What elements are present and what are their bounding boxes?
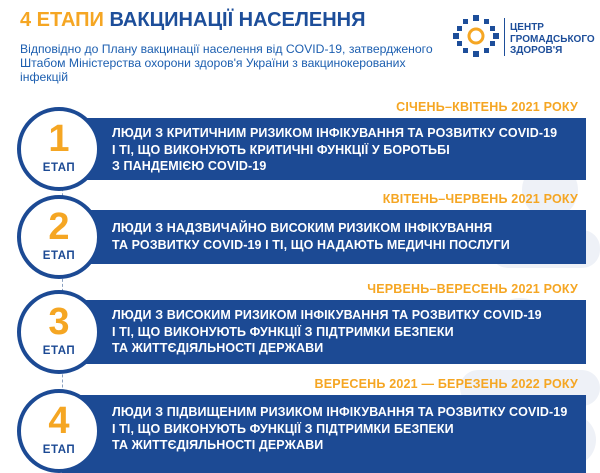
title-text: ВАКЦИНАЦІЇ НАСЕЛЕННЯ bbox=[109, 9, 366, 31]
page-subtitle: Відповідно до Плану вакцинації населення від COVID-19, затвердженого Штабом Міністерства охорони здоров'я України з вакцинокерованих інфекцій bbox=[20, 42, 433, 84]
stage-number: 2 bbox=[48, 206, 70, 248]
description-line: ТА РОЗВИТКУ COVID-19 І ТІ, ЩО НАДАЮТЬ МЕДИЧНІ ПОСЛУГИ bbox=[112, 237, 510, 252]
stage-number: 3 bbox=[48, 301, 70, 343]
stage-label: ЕТАП bbox=[42, 345, 76, 357]
description-line: І ТІ, ЩО ВИКОНУЮТЬ ФУНКЦІЇ З ПІДТРИМКИ БЕЗПЕКИ bbox=[112, 324, 454, 339]
description-line: ЛЮДИ З ВИСОКИМ РИЗИКОМ ІНФІКУВАННЯ ТА РОЗВИТКУ COVID-19 bbox=[112, 308, 542, 322]
description-line: ТА ЖИТТЄДІЯЛЬНОСТІ ДЕРЖАВИ bbox=[112, 341, 324, 355]
stage-period: ЧЕРВЕНЬ–ВЕРЕСЕНЬ 2021 РОКУ bbox=[367, 282, 578, 296]
stage-label: ЕТАП bbox=[42, 444, 76, 456]
stage-label: ЕТАП bbox=[42, 250, 76, 262]
stage-number: 4 bbox=[48, 400, 70, 442]
logo-line: ЦЕНТР bbox=[510, 22, 544, 33]
stage-badge bbox=[17, 107, 101, 191]
stage-badge bbox=[17, 290, 101, 374]
stage-description bbox=[112, 220, 574, 253]
stage-band bbox=[62, 118, 586, 180]
stage-period: СІЧЕНЬ–КВІТЕНЬ 2021 РОКУ bbox=[396, 100, 578, 114]
description-line: ЛЮДИ З НАДЗВИЧАЙНО ВИСОКИМ РИЗИКОМ ІНФІКУВАННЯ bbox=[112, 221, 493, 235]
page-title bbox=[20, 9, 365, 32]
stage-number: 1 bbox=[48, 118, 70, 160]
logo-divider bbox=[504, 18, 505, 56]
description-line: І ТІ, ЩО ВИКОНУЮТЬ ФУНКЦІЇ З ПІДТРИМКИ БЕЗПЕКИ bbox=[112, 421, 454, 436]
stage-description bbox=[112, 307, 574, 357]
stage-band bbox=[62, 210, 586, 264]
title-number: 4 ЕТАПИ bbox=[20, 9, 104, 31]
description-line: З ПАНДЕМІЄЮ COVID-19 bbox=[112, 159, 267, 173]
description-line: ЛЮДИ З КРИТИЧНИМ РИЗИКОМ ІНФІКУВАННЯ ТА РОЗВИТКУ COVID-19 bbox=[112, 126, 558, 140]
stage-description bbox=[112, 404, 574, 454]
stage-badge bbox=[17, 195, 101, 279]
stage-band bbox=[62, 300, 586, 364]
phc-emblem-icon bbox=[452, 14, 500, 58]
description-line: І ТІ, ЩО ВИКОНУЮТЬ КРИТИЧНІ ФУНКЦІЇ У БОРОТЬБІ bbox=[112, 142, 450, 157]
stage-label: ЕТАП bbox=[42, 162, 76, 174]
stage-description bbox=[112, 125, 574, 175]
stage-band bbox=[62, 395, 586, 473]
description-line: ТА ЖИТТЄДІЯЛЬНОСТІ ДЕРЖАВИ bbox=[112, 438, 324, 452]
phc-logo bbox=[452, 14, 595, 58]
description-line: ЛЮДИ З ПІДВИЩЕНИМ РИЗИКОМ ІНФІКУВАННЯ ТА РОЗВИТКУ COVID-19 bbox=[112, 405, 568, 419]
stage-period: КВІТЕНЬ–ЧЕРВЕНЬ 2021 РОКУ bbox=[382, 192, 578, 206]
logo-text bbox=[510, 22, 595, 57]
logo-line: ГРОМАДСЬКОГО bbox=[510, 33, 595, 45]
stage-badge bbox=[17, 389, 101, 473]
stage-period: ВЕРЕСЕНЬ 2021 — БЕРЕЗЕНЬ 2022 РОКУ bbox=[314, 377, 578, 391]
logo-line: ЗДОРОВ'Я bbox=[510, 45, 563, 56]
